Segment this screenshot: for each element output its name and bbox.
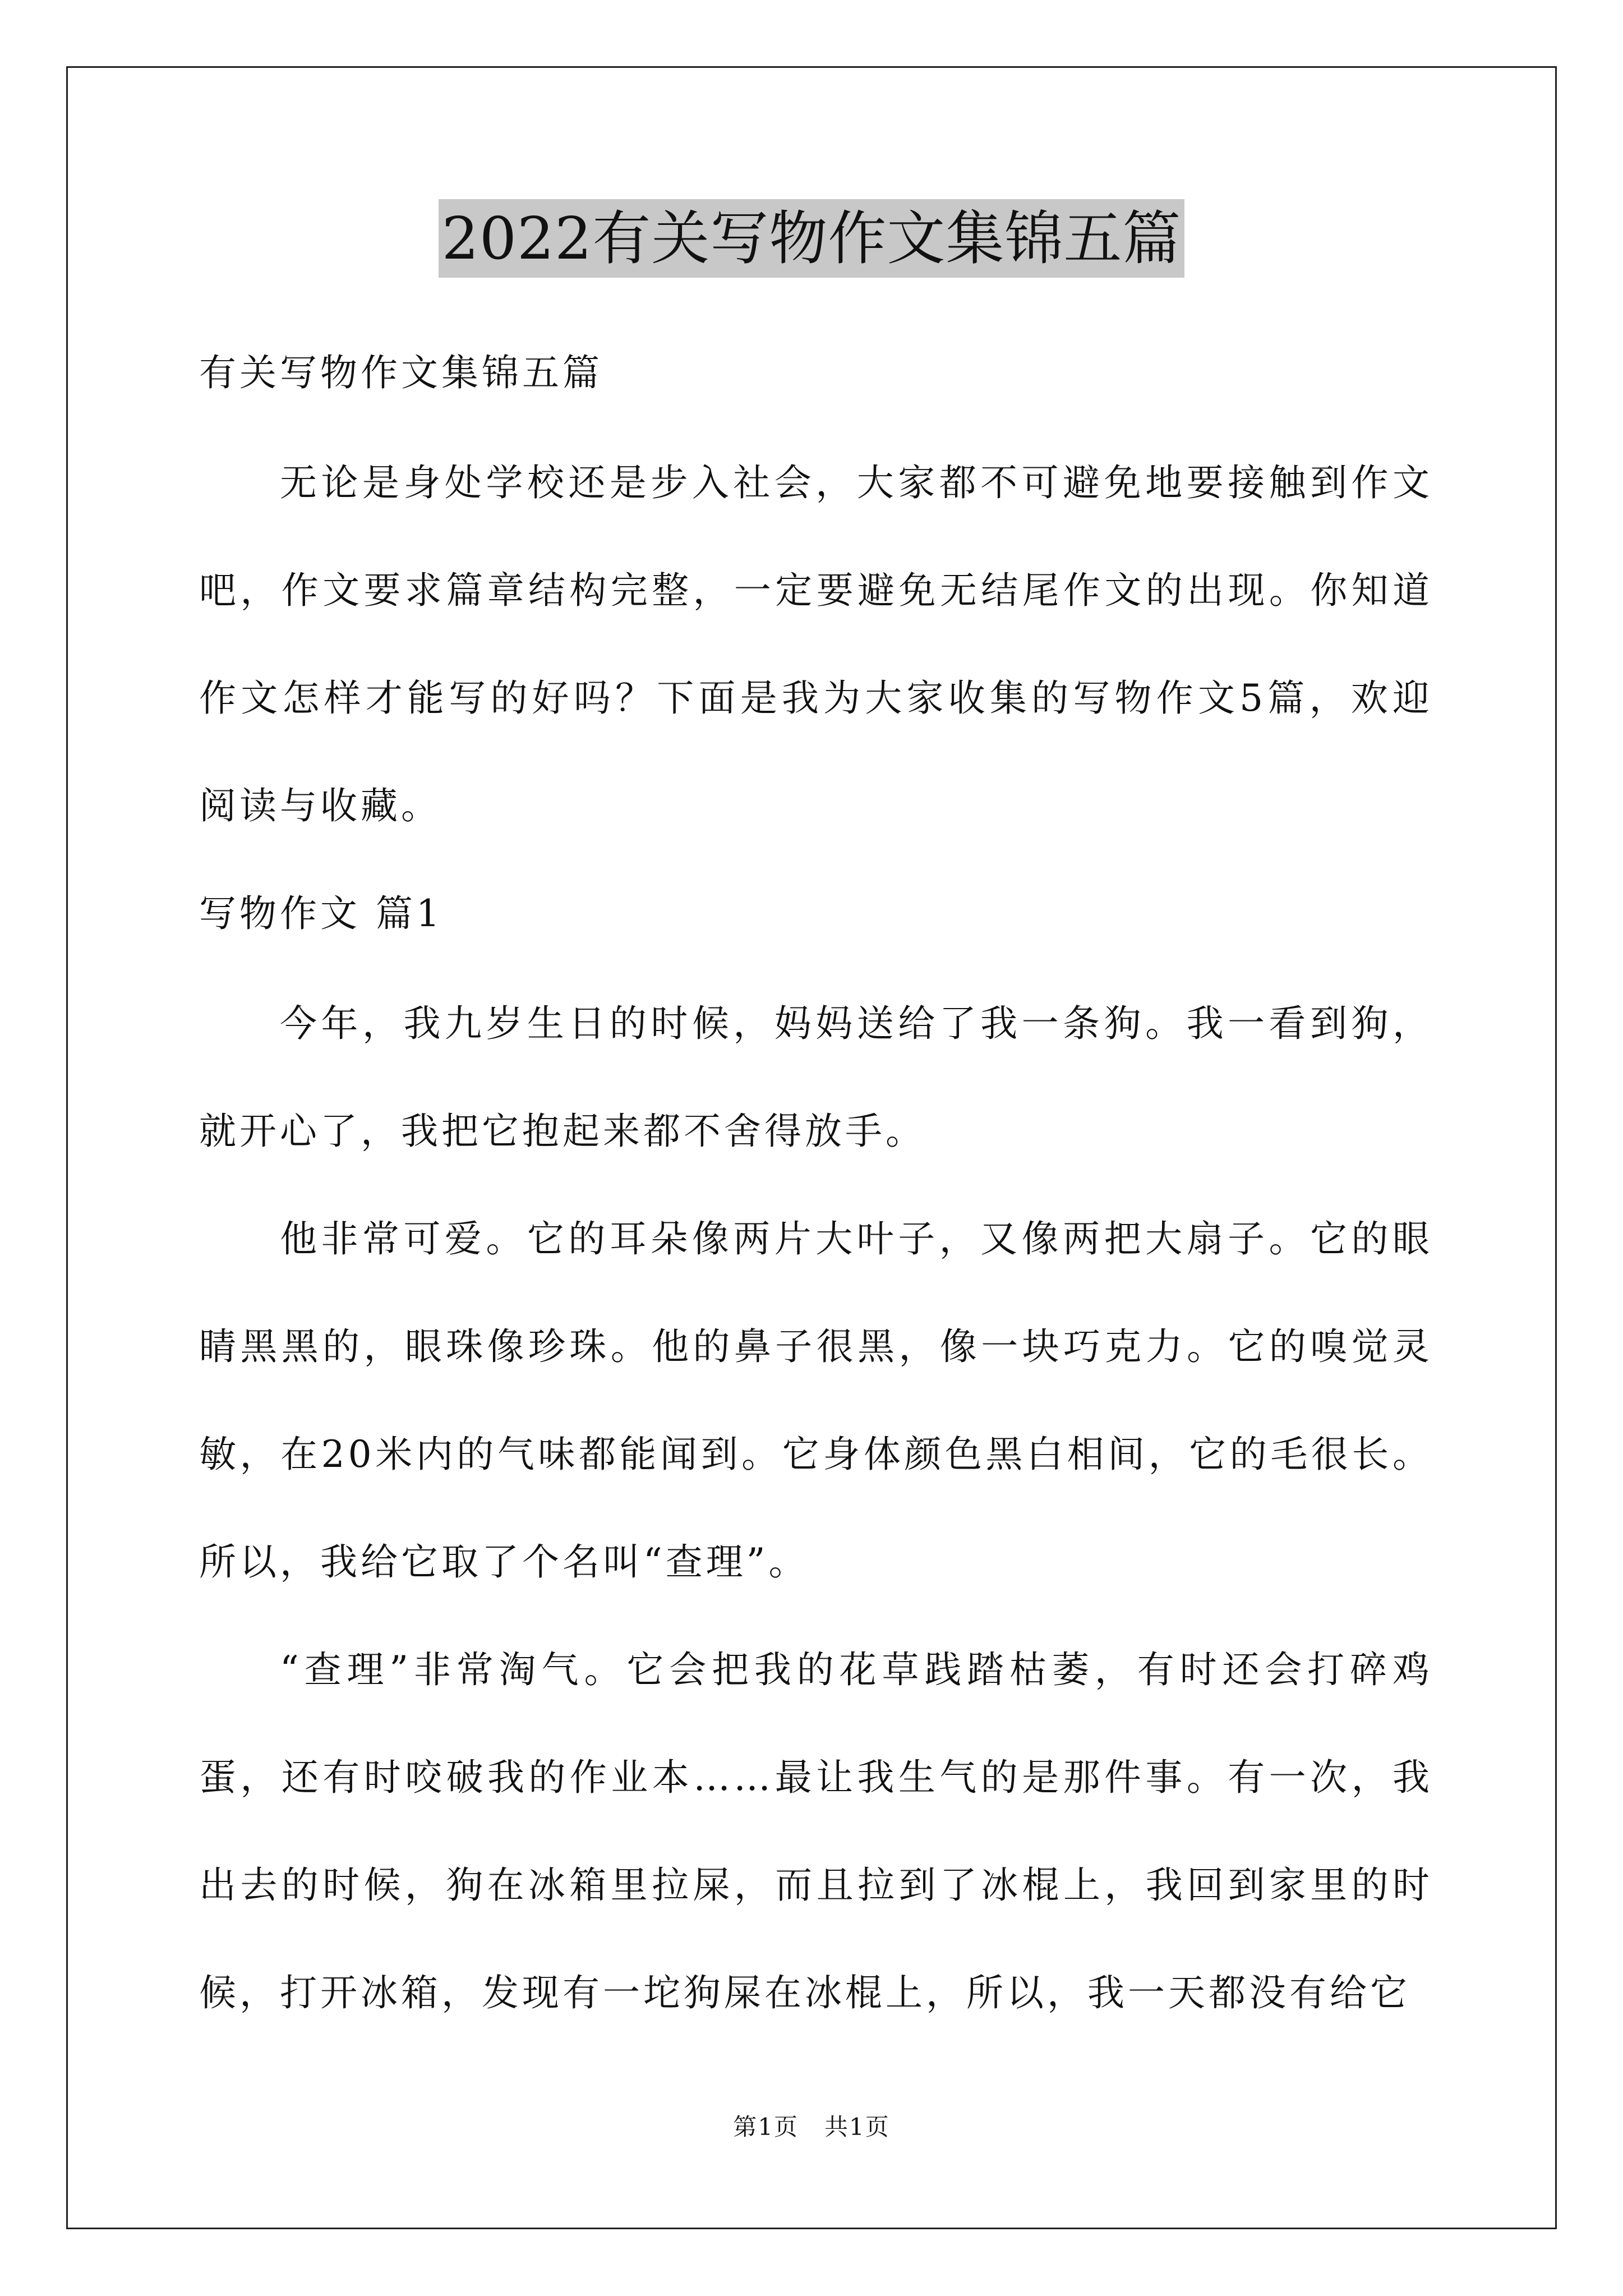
title-container: [0, 199, 1623, 278]
body-paragraph: 他非常可爱。它的耳朵像两片大叶子，又像两把大扇子。它的眼睛黑黑的，眼珠像珍珠。他的鼻子很黑，像一块巧克力。它的嗅觉灵敏，在20米内的气味都能闻到。它身体颜色黑白相间，它的毛很长。所以，我给它取了个名叫“查理”。: [199, 1217, 1433, 1584]
document-body: [199, 346, 1433, 2047]
section-heading: 写物作文 篇1: [199, 892, 443, 935]
document-subtitle: 有关写物作文集锦五篇: [199, 351, 603, 394]
body-paragraph: 今年，我九岁生日的时候，妈妈送给了我一条狗。我一看到狗，就开心了，我把它抱起来都不舍得放手。: [199, 1002, 1433, 1153]
document-title: 2022有关写物作文集锦五篇: [439, 199, 1185, 278]
body-paragraph: “查理”非常淘气。它会把我的花草践踏枯萎，有时还会打碎鸡蛋，还有时咬破我的作业本……最让我生气的是那件事。有一次，我出去的时候，狗在冰箱里拉屎，而且拉到了冰棍上，我回到家里的时候，打开冰箱，发现有一坨狗屎在冰棍上，所以，我一天都没有给它: [199, 1648, 1433, 2014]
intro-paragraph: 无论是身处学校还是步入社会，大家都不可避免地要接触到作文吧，作文要求篇章结构完整，一定要避免无结尾作文的出现。你知道作文怎样才能写的好吗？下面是我为大家收集的写物作文5篇，欢迎阅读与收藏。: [199, 461, 1433, 827]
page-footer: 第1页 共1页: [733, 2113, 890, 2141]
